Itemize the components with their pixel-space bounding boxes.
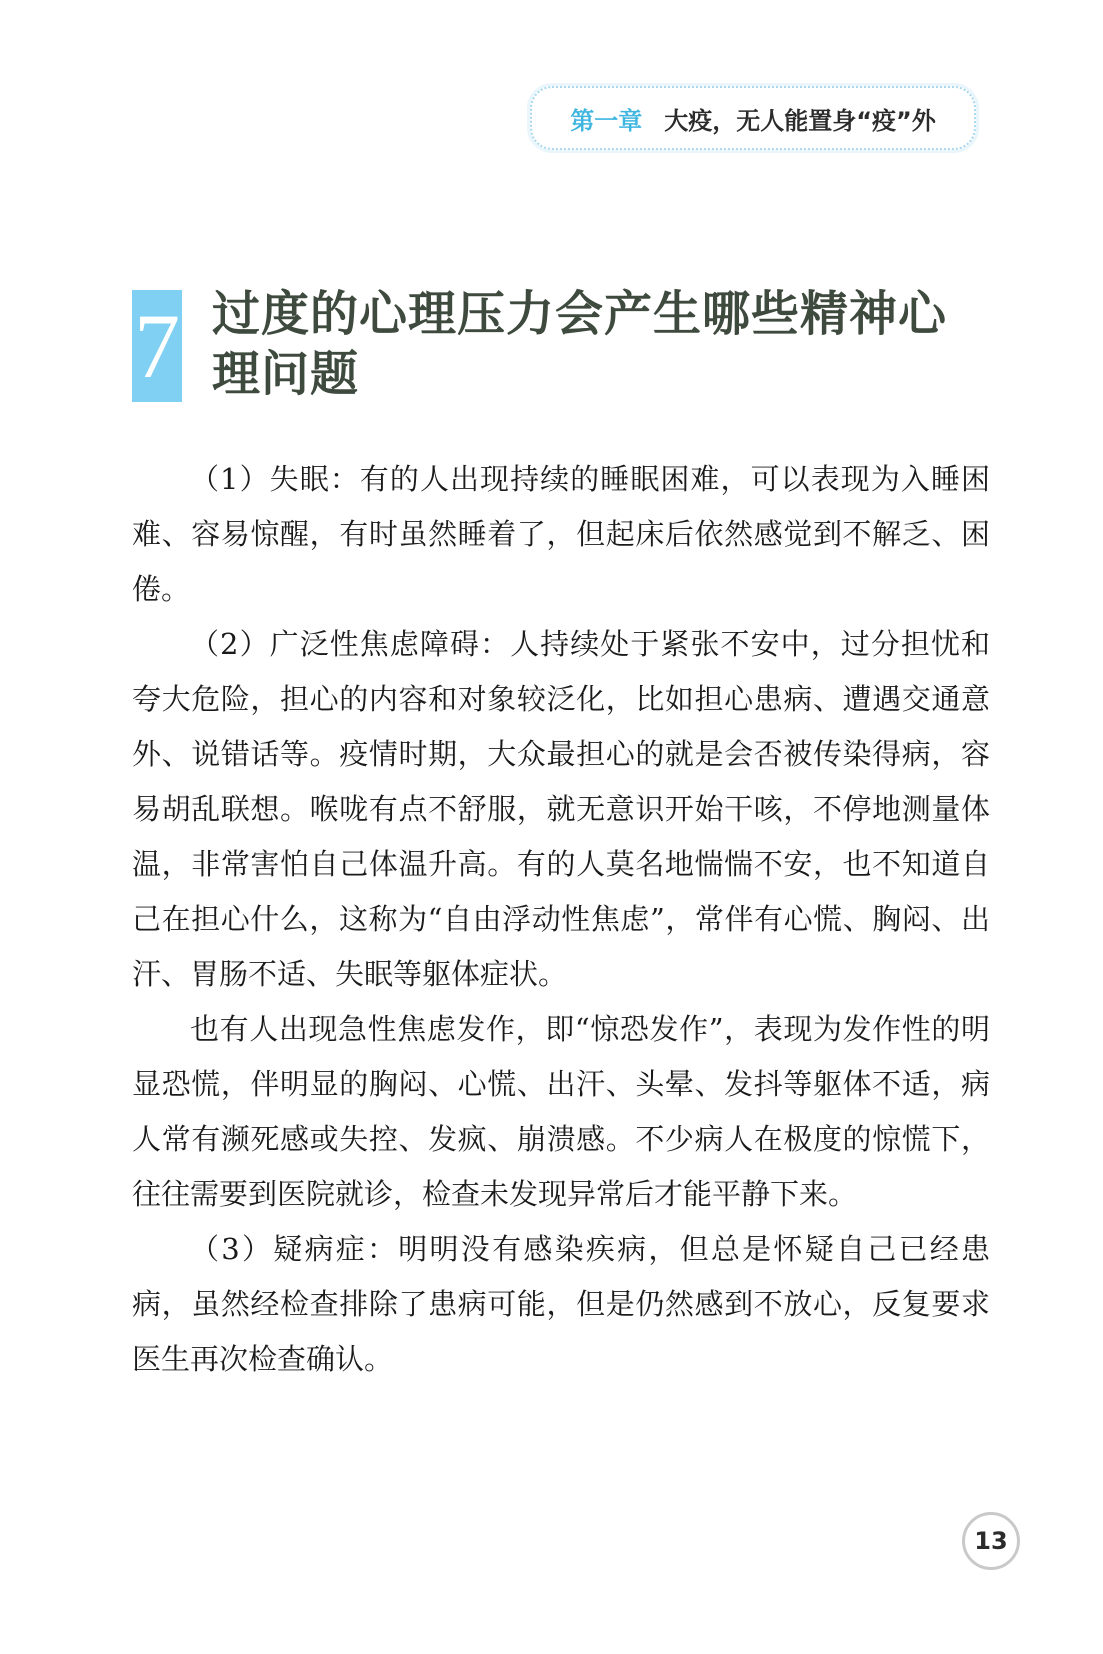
paragraph-panic-attack: 也有人出现急性焦虑发作，即“惊恐发作”，表现为发作性的明显恐慌，伴明显的胸闷、心慌、出汗、头晕、发抖等躯体不适，病人常有濒死感或失控、发疯、崩溃感。不少病人在极度的惊慌下，往往需要到医院就诊，检查未发现异常后才能平静下来。 [132,1012,990,1211]
running-header [530,86,976,150]
section-number-badge: 7 [132,290,182,402]
paragraph-insomnia: （1）失眠：有的人出现持续的睡眠困难，可以表现为入睡困难、容易惊醒，有时虽然睡着了，但起床后依然感觉到不解乏、困倦。 [132,462,990,606]
page-number: 13 [962,1512,1020,1570]
paragraph-generalized-anxiety: （2）广泛性焦虑障碍：人持续处于紧张不安中，过分担忧和夸大危险，担心的内容和对象较泛化，比如担心患病、遭遇交通意外、说错话等。疫情时期，大众最担心的就是会否被传染得病，容易胡乱联想。喉咙有点不舒服，就无意识开始干咳，不停地测量体温，非常害怕自己体温升高。有的人莫名地惴惴不安，也不知道自己在担心什么，这称为“自由浮动性焦虑”，常伴有心慌、胸闷、出汗、胃肠不适、失眠等躯体症状。 [132,627,990,991]
body-text [132,452,990,1387]
paragraph-hypochondria: （3）疑病症：明明没有感染疾病，但总是怀疑自己已经患病，虽然经检查排除了患病可能，但是仍然感到不放心，反复要求医生再次检查确认。 [132,1232,990,1376]
section-title: 过度的心理压力会产生哪些精神心理问题 [212,286,948,402]
chapter-label: 第一章 [570,106,643,135]
section-heading [132,286,992,410]
chapter-title: 大疫，无人能置身“疫”外 [664,106,936,135]
